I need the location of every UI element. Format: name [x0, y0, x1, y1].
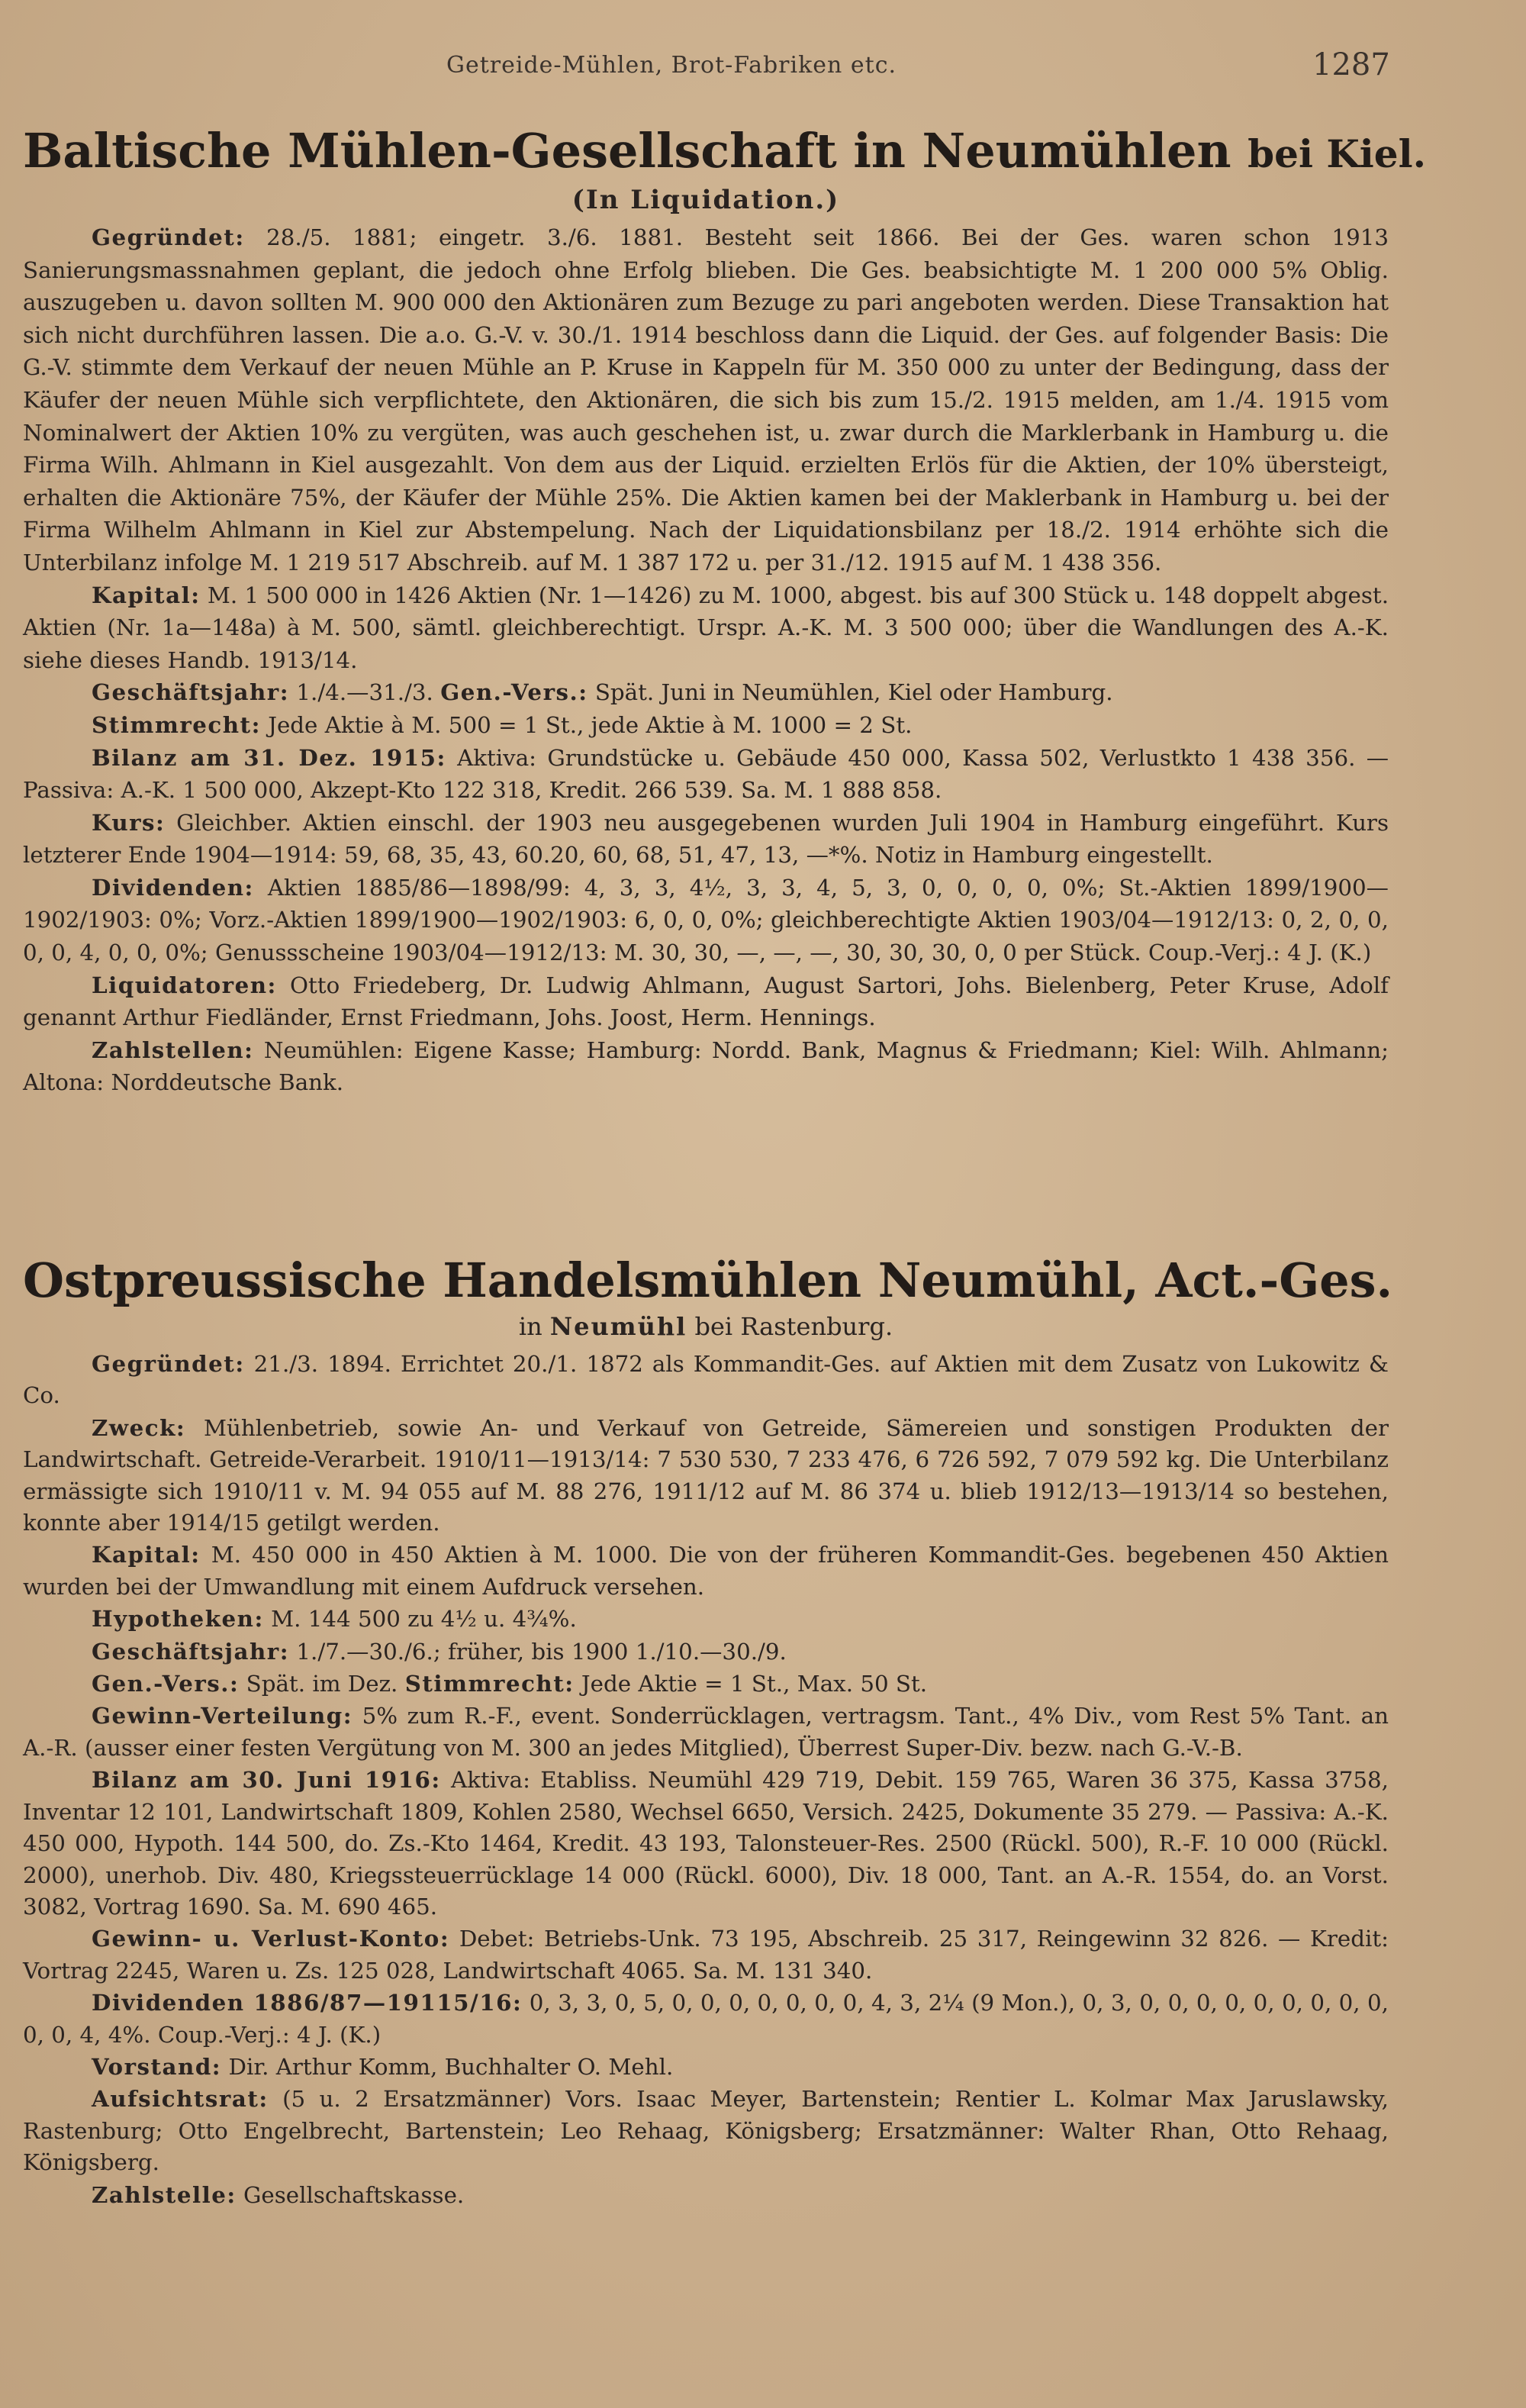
- paragraph-zahlstellen: Zahlstellen: Neumühlen: Eigene Kasse; Hamburg: Nordd. Bank, Magnus & Friedmann; Kiel: Wilh. Ahlmann; Altona: Norddeutsche Bank.: [23, 1036, 1389, 1096]
- paragraph-gegruendet: Gegründet: 21./3. 1894. Errichtet 20./1. 1872 als Kommandit-Ges. auf Aktien mit dem Zusatz von Lukowitz & Co.: [23, 1350, 1389, 1409]
- company-title: Ostpreussische Handelsmühlen Neumühl, Act.-Ges.: [23, 1252, 1393, 1308]
- paragraph-gen-vers: Gen.-Vers.: Spät. im Dez. Stimmrecht: Jede Aktie = 1 St., Max. 50 St.: [92, 1670, 928, 1697]
- running-title: Getreide-Mühlen, Brot-Fabriken etc.: [446, 52, 897, 79]
- paragraph-dividenden: Dividenden: Aktien 1885/86—1898/99: 4, 3, 3, 4½, 3, 3, 4, 5, 3, 0, 0, 0, 0, 0%; St.-Aktien 1899/1900—1902/1903: 0%; Vorz.-Aktien 1899/1900—1902/1903: 6, 0, 0, 0%; gleichberechtigte Aktien 1903/04—1912/13: 0, 2, 0, 0, 0, 0, 4, 0, 0, 0%; Genussscheine 1903/04—1912/13: M. 30, 30, —, —, —, 30, 30, 30, 0, 0 per Stück. Coup.-Verj.: 4 J. (K.): [23, 873, 1389, 966]
- company-entry-baltische: [23, 122, 1427, 1099]
- company-body: [23, 1348, 1389, 2211]
- company-location: in Neumühl bei Rastenburg.: [518, 1312, 893, 1341]
- paragraph-zweck: Zweck: Mühlenbetrieb, sowie An- und Verkauf von Getreide, Sämereien und sonstigen Produkten der Landwirtschaft. Getreide-Verarbeit. 1910/11—1913/14: 7 530 530, 7 233 476, 6 726 592, 7 079 592 kg. Die Unterbilanz ermässigte sich 1910/11 v. M. 94 055 auf M. 88 276, 1911/12 auf M. 86 374 u. blieb 1912/13—1913/14 so bestehen, konnte aber 1914/15 getilgt werden.: [23, 1414, 1389, 1536]
- company-name: Baltische Mühlen-Gesellschaft in Neumühlen: [23, 123, 1231, 179]
- paragraph-aufsichtsrat: Aufsichtsrat: (5 u. 2 Ersatzmänner) Vors. Isaac Meyer, Bartenstein; Rentier L. Kolmar Max Jaruslawsky, Rastenburg; Otto Engelbrecht, Bartenstein; Leo Rehaag, Königsberg; Ersatzmänner: Walter Rhan, Otto Rehaag, Königsberg.: [23, 2085, 1389, 2176]
- company-body: [23, 221, 1389, 1099]
- company-title: [23, 122, 1427, 183]
- paragraph-bilanz: Bilanz am 31. Dez. 1915: Aktiva: Grundstücke u. Gebäude 450 000, Kassa 502, Verlustkto 1 438 356. — Passiva: A.-K. 1 500 000, Akzept-Kto 122 318, Kredit. 266 539. Sa. M. 1 888 858.: [23, 743, 1389, 804]
- paragraph-kapital: Kapital: M. 450 000 in 450 Aktien à M. 1000. Die von der früheren Kommandit-Ges. begebenen 450 Aktien wurden bei der Umwandlung mit einem Aufdruck versehen.: [23, 1541, 1389, 1600]
- page-number: 1287: [1312, 47, 1390, 82]
- paragraph-gewinn-verlust: Gewinn- u. Verlust-Konto: Debet: Betriebs-Unk. 73 195, Abschreib. 25 317, Reingewinn 32 826. — Kredit: Vortrag 2245, Waren u. Zs. 125 028, Landwirtschaft 4065. Sa. M. 131 340.: [23, 1925, 1389, 1984]
- paragraph-gegruendet: Gegründet: 28./5. 1881; eingetr. 3./6. 1881. Besteht seit 1866. Bei der Ges. waren schon 1913 Sanierungsmassnahmen geplant, die jedoch ohne Erfolg blieben. Die Ges. beabsichtigte M. 1 200 000 5% Oblig. auszugeben u. davon sollten M. 900 000 den Aktionären zum Bezuge zu pari angeboten werden. Diese Transaktion hat sich nicht durchführen lassen. Die a.o. G.-V. v. 30./1. 1914 beschloss dann die Liquid. der Ges. auf folgender Basis: Die G.-V. stimmte dem Verkauf der neuen Mühle an P. Kruse in Kappeln für M. 350 000 zu unter der Bedingung, dass der Käufer der neuen Mühle sich verpflichtete, den Aktionären, die sich bis zum 15./2. 1915 melden, am 1./4. 1915 vom Nominalwert der Aktien 10% zu vergüten, was auch geschehen ist, u. zwar durch die Marklerbank in Hamburg u. die Firma Wilh. Ahlmann in Kiel ausgezahlt. Von dem aus der Liquid. erzielten Erlös für die Aktien, der 10% übersteigt, erhalten die Aktionäre 75%, der Käufer der Mühle 25%. Die Aktien kamen bei der Maklerbank in Hamburg u. bei der Firma Wilhelm Ahlmann in Kiel zur Abstempelung. Nach der Liquidationsbilanz per 18./2. 1914 erhöhte sich die Unterbilanz infolge M. 1 219 517 Abschreib. auf M. 1 387 172 u. per 31./12. 1915 auf M. 1 438 356.: [23, 224, 1389, 575]
- paragraph-bilanz: Bilanz am 30. Juni 1916: Aktiva: Etabliss. Neumühl 429 719, Debit. 159 765, Waren 36 375, Kassa 3758, Inventar 12 101, Landwirtschaft 1809, Kohlen 2580, Wechsel 6650, Versich. 2425, Dokumente 35 279. — Passiva: A.-K. 450 000, Hypoth. 144 500, do. Zs.-Kto 1464, Kredit. 43 193, Talonsteuer-Res. 2500 (Rückl. 500), R.-F. 10 000 (Rückl. 2000), unerhob. Div. 480, Kriegssteuerrücklage 14 000 (Rückl. 6000), Div. 18 000, Tant. an A.-R. 1554, do. an Vorst. 3082, Vortrag 1690. Sa. M. 690 465.: [23, 1766, 1389, 1920]
- paragraph-geschaeftsjahr: Geschäftsjahr: 1./7.—30./6.; früher, bis 1900 1./10.—30./9.: [92, 1637, 787, 1665]
- company-location: bei Kiel.: [1248, 131, 1427, 176]
- paragraph-hypotheken: Hypotheken: M. 144 500 zu 4½ u. 4¾%.: [92, 1605, 577, 1633]
- paragraph-kurs: Kurs: Gleichber. Aktien einschl. der 1903 neu ausgegebenen wurden Juli 1904 in Hamburg eingeführt. Kurs letzterer Ende 1904—1914: 59, 68, 35, 43, 60.20, 60, 68, 51, 47, 13, —*%. Notiz in Hamburg eingestellt.: [23, 808, 1389, 869]
- liquidation-status: (In Liquidation.): [571, 185, 840, 215]
- running-head: [0, 47, 1526, 90]
- paragraph-dividenden: Dividenden 1886/87—19115/16: 0, 3, 3, 0, 5, 0, 0, 0, 0, 0, 0, 0, 4, 3, 2¼ (9 Mon.), 0, 3, 0, 0, 0, 0, 0, 0, 0, 0, 0, 0, 0, 4, 4%. Coup.-Verj.: 4 J. (K.): [23, 1989, 1389, 2048]
- paragraph-kapital: Kapital: M. 1 500 000 in 1426 Aktien (Nr. 1—1426) zu M. 1000, abgest. bis auf 300 Stück u. 148 doppelt abgest. Aktien (Nr. 1a—148a) à M. 500, sämtl. gleichberechtigt. Urspr. A.-K. M. 3 500 000; über die Wandlungen des A.-K. siehe dieses Handb. 1913/14.: [23, 581, 1389, 673]
- company-entry-ostpreussische: [23, 1252, 1393, 2211]
- paragraph-zahlstelle: Zahlstelle: Gesellschaftskasse.: [92, 2181, 465, 2208]
- location-name: Neumühl: [549, 1312, 687, 1341]
- paragraph-geschaeftsjahr: Geschäftsjahr: 1./4.—31./3. Gen.-Vers.: Spät. Juni in Neumühlen, Kiel oder Hamburg.: [92, 679, 1113, 706]
- paragraph-vorstand: Vorstand: Dir. Arthur Komm, Buchhalter O. Mehl.: [92, 2052, 674, 2080]
- paragraph-liquidatoren: Liquidatoren: Otto Friedeberg, Dr. Ludwig Ahlmann, August Sartori, Johs. Bielenberg, Peter Kruse, Adolf genannt Arthur Fiedländer, Ernst Friedmann, Johs. Joost, Herm. Hennings.: [23, 971, 1389, 1031]
- paragraph-stimmrecht: Stimmrecht: Jede Aktie à M. 500 = 1 St., jede Aktie à M. 1000 = 2 St.: [92, 711, 913, 738]
- paragraph-gewinn-verteilung: Gewinn-Verteilung: 5% zum R.-F., event. Sonderrücklagen, vertragsm. Tant., 4% Div., vom Rest 5% Tant. an A.-R. (ausser einer festen Vergütung von M. 300 an jedes Mitglied), Überrest Super-Div. bezw. nach G.-V.-B.: [23, 1702, 1389, 1761]
